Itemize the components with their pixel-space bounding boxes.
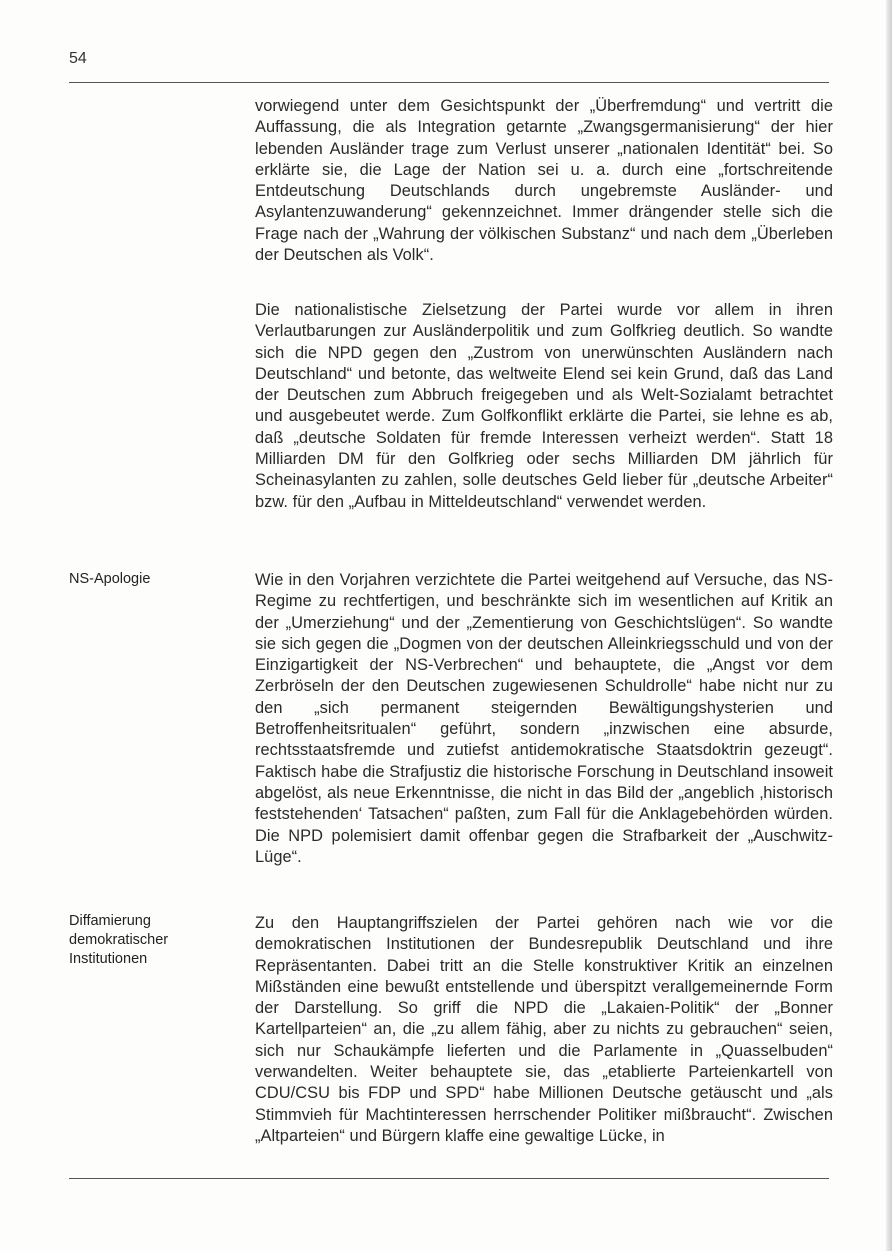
paragraph-2: Die nationalistische Zielsetzung der Partei wurde vor allem in ihren Verlautbarungen zur Ausländerpolitik und zum Golfkrieg deutlich. So wandte sich die NPD gegen den „Zustrom von unerwünschten Ausländern nach Deutschland“ und betonte, das weltweite Elend sei kein Grund, daß das Land der Deutschen zum Abbruch freigegeben und als Welt-Sozialamt betrachtet und ausgebeutet werde. Zum Golfkonflikt erklärte die Partei, sie lehne es ab, daß „deutsche Soldaten für fremde Interessen verheizt werden“. Statt 18 Milliarden DM für den Golfkrieg oder sechs Milliarden DM jährlich für Scheinasylanten zu zahlen, solle deutsches Geld lieber für „deutsche Arbeiter“ bzw. für den „Aufbau in Mitteldeutschland“ verwendet werden.: [255, 301, 833, 511]
margin-note-diffamierung: Diffamierung demokratischer Institutionen: [69, 913, 169, 967]
paragraph-3: Wie in den Vorjahren verzichtete die Partei weitgehend auf Versuche, das NS-Regime zu rechtfertigen, und beschränkte sich im wesentlichen auf Kritik an der „Umerziehung“ und der „Zementierung von Geschichtslügen“. So wandte sie sich gegen die „Dogmen von der deutschen Alleinkriegsschuld und von der Einzigartigkeit der NS-Verbrechen“ und behauptete, die „Angst vor dem Zerbröseln der den Deutschen zugewiesenen Schuldrolle“ habe nicht nur zu den „sich permanent steigernden Bewältigungshysterien und Betroffenheitsritualen“ geführt, sondern „inzwischen eine absurde, rechtsstaatsfremde und zutiefst antidemokratische Staatsdoktrin gezeugt“. Faktisch habe die Strafjustiz die historische Forschung in Deutschland insoweit abgelöst, als neue Erkenntnisse, die nicht in das Bild der „angeblich ‚historisch feststehenden‘ Tatsachen“ paßten, zum Fall für die Anklagebehörden würden. Die NPD polemisiert damit offenbar gegen die Strafbarkeit der „Auschwitz-Lüge“.: [255, 571, 833, 866]
footer-rule: [69, 1178, 829, 1179]
page-number: 54: [69, 50, 87, 67]
paragraph-4: Zu den Hauptangriffszielen der Partei gehören nach wie vor die demokratischen Institutionen der Bundesrepublik Deutschland und ihre Repräsentanten. Dabei tritt an die Stelle konstruktiver Kritik an einzelnen Mißständen eine bewußt entstellende und überspitzt verallgemeinernde Form der Darstellung. So griff die NPD die „Lakaien-Politik“ der „Bonner Kartellparteien“ an, die „zu allem fähig, aber zu nichts zu gebrauchen“ seien, sich nur Schaukämpfe lieferten und die Parlamente in „Quasselbuden“ verwandelten. Weiter behauptete sie, das „etablierte Parteienkartell von CDU/CSU bis FDP und SPD“ habe Millionen Deutsche getäuscht und „als Stimmvieh für Machtinteressen herrschender Politiker mißbraucht“. Zwischen „Altparteien“ und Bürgern klaffe eine gewaltige Lücke, in: [255, 914, 833, 1145]
paragraph-1: vorwiegend unter dem Gesichtspunkt der „Überfremdung“ und vertritt die Auffassung, die als Integration getarnte „Zwangsgermanisierung“ der hier lebenden Ausländer trage zum Verlust unserer „nationalen Identität“ bei. So erklärte sie, die Lage der Nation sei u. a. durch eine „fortschreitende Entdeutschung Deutschlands durch ungebremste Ausländer- und Asylantenzuwanderung“ gekennzeichnet. Immer drängender stelle sich die Frage nach der „Wahrung der völkischen Substanz“ und nach dem „Überleben der Deutschen als Volk“.: [255, 97, 833, 265]
margin-note-ns-apologie: NS-Apologie: [69, 571, 151, 587]
header-rule: [69, 82, 829, 83]
page-edge-shadow: [886, 0, 892, 1251]
